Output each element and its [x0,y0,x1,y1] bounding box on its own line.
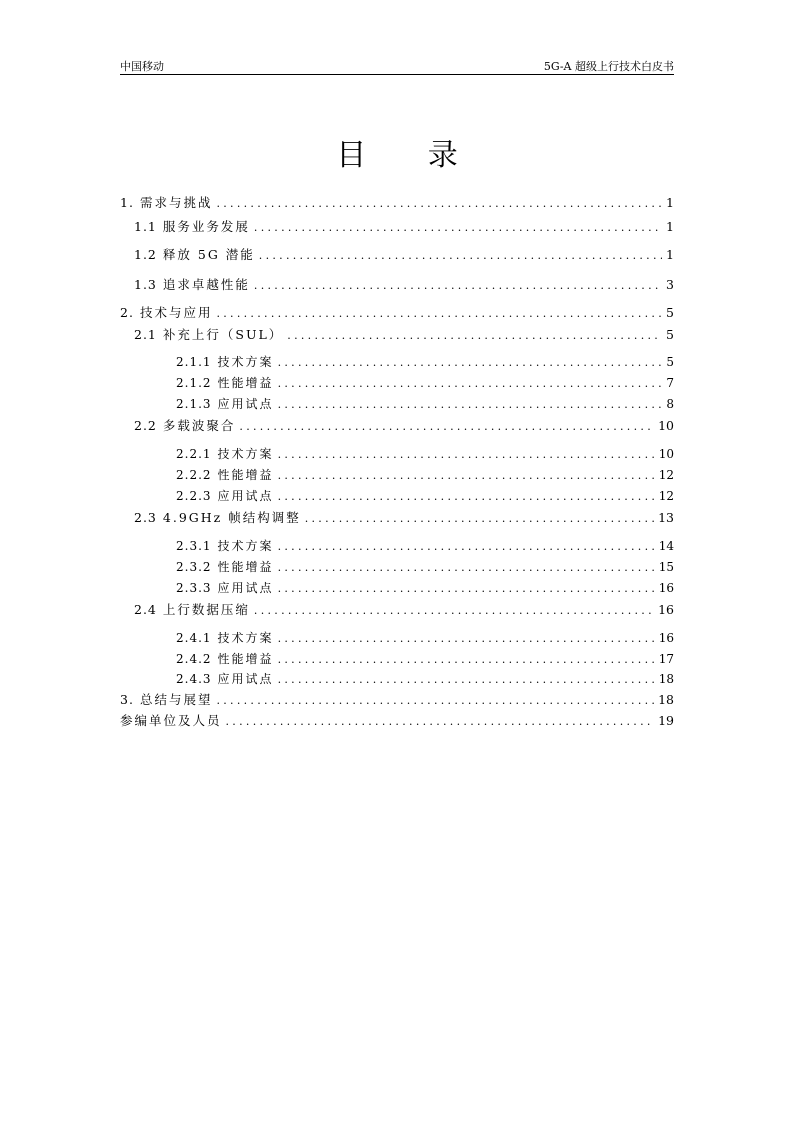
toc-entry-title: 追求卓越性能 [162,277,250,292]
toc-entry-number: 2.4.3 [176,672,212,686]
toc-entry-title: 技术方案 [217,631,274,645]
toc-entry-title: 服务业务发展 [162,219,250,234]
page-title: 目 录 [336,138,484,173]
toc-leader-dots [305,512,654,525]
toc-entry-page: 14 [658,539,674,553]
toc-entry-title: 技术方案 [217,447,274,461]
toc-entry-number: 2.3 [134,510,157,525]
toc-entry[interactable] [176,558,674,578]
toc-leader-dots [216,197,662,210]
toc-entry[interactable] [176,579,674,599]
toc-entry[interactable] [176,445,674,465]
toc-entry-number: 2.3.3 [176,581,212,595]
toc-entry-number: 2.3.2 [176,560,212,574]
toc-leader-dots [216,694,654,707]
toc-leader-dots [278,469,655,482]
toc-leader-dots [254,221,662,234]
toc-entry-title: 释放 5G 潜能 [162,247,255,262]
toc-entry[interactable] [176,374,674,394]
toc-entry-title: 参编单位及人员 [120,713,222,728]
toc-entry-page: 1 [666,247,674,262]
toc-leader-dots [254,604,654,617]
toc-entry-number: 2.2.1 [176,447,212,461]
toc-entry[interactable] [176,353,674,373]
toc-entry-number: 2.3.1 [176,539,212,553]
header-right-text: 5G-A 超级上行技术白皮书 [543,60,674,73]
toc-entry-title: 上行数据压缩 [162,602,250,617]
toc-entry-number: 2. [120,305,134,320]
toc-entry-page: 7 [666,376,674,390]
toc-entry-title: 性能增益 [217,560,274,574]
toc-entry[interactable] [120,303,674,323]
toc-entry-page: 17 [658,652,674,666]
toc-entry[interactable] [134,275,674,295]
toc-entry-number: 2.4.1 [176,631,212,645]
toc-entry-title: 应用试点 [217,397,274,411]
toc-entry[interactable] [176,537,674,557]
toc-entry-title: 技术方案 [217,355,274,369]
toc-leader-dots [239,420,654,433]
toc-leader-dots [278,448,655,461]
toc-leader-dots [216,307,662,320]
toc-entry-page: 1 [666,195,674,210]
toc-entry-title: 4.9GHz 帧结构调整 [162,510,301,525]
toc-entry[interactable] [134,325,674,345]
toc-entry-page: 18 [658,692,674,707]
toc-entry[interactable] [120,711,674,731]
toc-entry-number: 1.1 [134,219,157,234]
toc-entry-page: 19 [658,713,674,728]
toc-entry-number: 3. [120,692,134,707]
toc-entry-title: 应用试点 [217,489,274,503]
toc-entry-page: 10 [658,418,674,433]
page-header [120,56,674,75]
toc-entry[interactable] [176,629,674,649]
toc-entry-number: 2.2.3 [176,489,212,503]
toc-entry[interactable] [176,650,674,670]
toc-entry[interactable] [176,670,674,690]
toc-entry-title: 性能增益 [217,468,274,482]
toc-leader-dots [278,398,663,411]
toc-entry-page: 5 [666,305,674,320]
toc-entry-title: 总结与展望 [139,692,213,707]
toc-leader-dots [278,356,663,369]
toc-entry[interactable] [134,416,674,436]
toc-entry[interactable] [134,600,674,620]
toc-entry-number: 1.2 [134,247,157,262]
toc-entry-page: 18 [658,672,674,686]
toc-entry-title: 补充上行（SUL） [162,327,284,342]
toc-entry[interactable] [176,487,674,507]
toc-entry-page: 8 [666,397,674,411]
toc-entry[interactable] [120,193,674,213]
toc-entry-number: 2.2 [134,418,157,433]
toc-entry-number: 2.1.2 [176,376,212,390]
toc-leader-dots [254,279,662,292]
toc-entry-page: 13 [658,510,674,525]
toc-entry[interactable] [134,508,674,528]
toc-entry[interactable] [134,217,674,237]
toc-entry-title: 技术方案 [217,539,274,553]
toc-leader-dots [259,249,662,262]
toc-entry-number: 2.1.1 [176,355,212,369]
toc-entry-number: 2.2.2 [176,468,212,482]
toc-entry-title: 性能增益 [217,376,274,390]
toc-entry-title: 应用试点 [217,672,274,686]
toc-entry-number: 1. [120,195,134,210]
toc-entry-title: 性能增益 [217,652,274,666]
toc-entry-page: 5 [666,327,674,342]
toc-entry-number: 2.1 [134,327,157,342]
toc-leader-dots [278,653,655,666]
toc-leader-dots [278,377,663,390]
toc-entry-title: 需求与挑战 [139,195,213,210]
toc-entry-page: 3 [666,277,674,292]
toc-entry-title: 应用试点 [217,581,274,595]
toc-entry-page: 10 [658,447,674,461]
toc-entry[interactable] [176,395,674,415]
toc-leader-dots [278,582,655,595]
toc-entry[interactable] [134,245,674,265]
toc-leader-dots [287,329,662,342]
toc-entry-page: 12 [658,468,674,482]
toc-entry-title: 多载波聚合 [162,418,236,433]
toc-leader-dots [226,715,655,728]
toc-entry-page: 1 [666,219,674,234]
toc-leader-dots [278,561,655,574]
toc-entry-page: 16 [658,602,674,617]
toc-entry-page: 12 [658,489,674,503]
toc-entry[interactable] [176,466,674,486]
toc-leader-dots [278,673,655,686]
toc-leader-dots [278,540,655,553]
toc-entry-number: 2.4 [134,602,157,617]
toc-leader-dots [278,632,655,645]
toc-entry-number: 2.1.3 [176,397,212,411]
toc-entry-page: 16 [658,581,674,595]
toc-entry-number: 1.3 [134,277,157,292]
toc-entry[interactable] [120,690,674,710]
toc-entry-page: 5 [666,355,674,369]
header-left-text: 中国移动 [120,60,164,73]
toc-entry-page: 16 [658,631,674,645]
toc-leader-dots [278,490,655,503]
toc-entry-number: 2.4.2 [176,652,212,666]
toc-entry-title: 技术与应用 [139,305,213,320]
toc-entry-page: 15 [658,560,674,574]
